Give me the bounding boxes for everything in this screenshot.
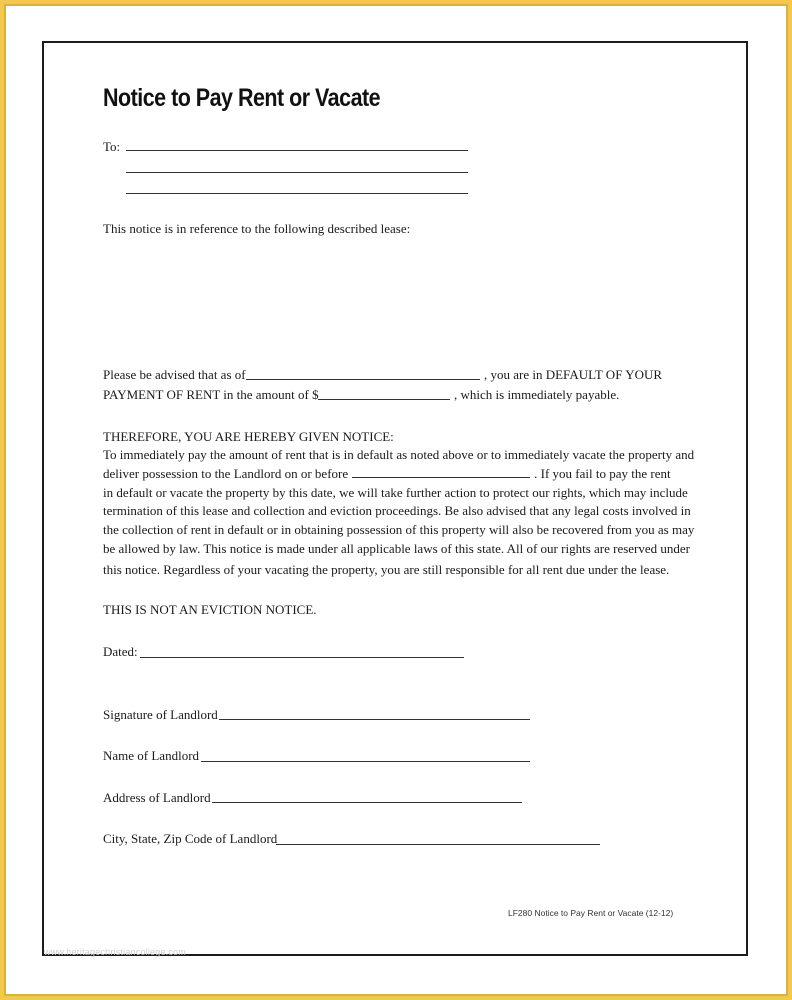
para-line-2-start: deliver possession to the Landlord on or before — [103, 465, 349, 481]
watermark: www.heritagechristiancollege.com — [44, 947, 186, 957]
to-label: To: — [103, 139, 121, 154]
para-line-1: To immediately pay the amount of rent that is in default as noted above or to immediately vacate the property and — [103, 447, 695, 462]
para-line-2 — [103, 465, 693, 484]
to-line-3[interactable] — [126, 193, 468, 194]
rent-amount-line[interactable] — [318, 399, 450, 400]
para-line-5: the collection of rent in default or in obtaining possession of this property will also be recovered from you as may — [103, 522, 695, 538]
default-date-line[interactable] — [246, 379, 480, 380]
possession-date-line[interactable] — [352, 465, 530, 478]
name-label: Name of Landlord — [103, 748, 200, 763]
lease-reference-text: This notice is in reference to the following described lease: — [103, 221, 411, 236]
payment-amount-text: PAYMENT OF RENT in the amount of $ — [103, 387, 319, 402]
default-text-end: , you are in DEFAULT OF YOUR — [484, 367, 663, 382]
city-state-zip-line[interactable] — [276, 844, 600, 845]
default-text-start: Please be advised that as of — [103, 367, 246, 382]
document-title: Notice to Pay Rent or Vacate — [103, 84, 381, 112]
notice-paragraph — [103, 446, 693, 580]
address-line[interactable] — [212, 802, 522, 803]
payable-text: , which is immediately payable. — [454, 387, 620, 402]
dated-line[interactable] — [140, 657, 464, 658]
name-line[interactable] — [201, 761, 530, 762]
to-line-1[interactable] — [126, 150, 468, 151]
form-footer: LF280 Notice to Pay Rent or Vacate (12-12) — [508, 908, 674, 918]
city-state-zip-label: City, State, Zip Code of Landlord — [103, 831, 278, 846]
address-label: Address of Landlord — [103, 790, 211, 805]
to-line-2[interactable] — [126, 172, 468, 173]
notice-heading: THEREFORE, YOU ARE HEREBY GIVEN NOTICE: — [103, 429, 394, 444]
signature-label: Signature of Landlord — [103, 707, 218, 722]
para-line-4: termination of this lease and collection and eviction proceedings. Be also advised that any legal costs involved in — [103, 503, 691, 519]
para-line-3: in default or vacate the property by this date, we will take further action to protect our rights, which may include — [103, 484, 688, 500]
para-line-7: this notice. Regardless of your vacating the property, you are still responsible for all rent due under the lease. — [103, 561, 670, 577]
para-line-2-end: . If you fail to pay the rent — [534, 465, 671, 481]
para-line-6: be allowed by law. This notice is made under all applicable laws of this state. All of our rights are reserved under — [103, 540, 690, 556]
dated-label: Dated: — [103, 644, 138, 659]
not-eviction-notice: THIS IS NOT AN EVICTION NOTICE. — [103, 602, 317, 617]
signature-line[interactable] — [219, 719, 530, 720]
